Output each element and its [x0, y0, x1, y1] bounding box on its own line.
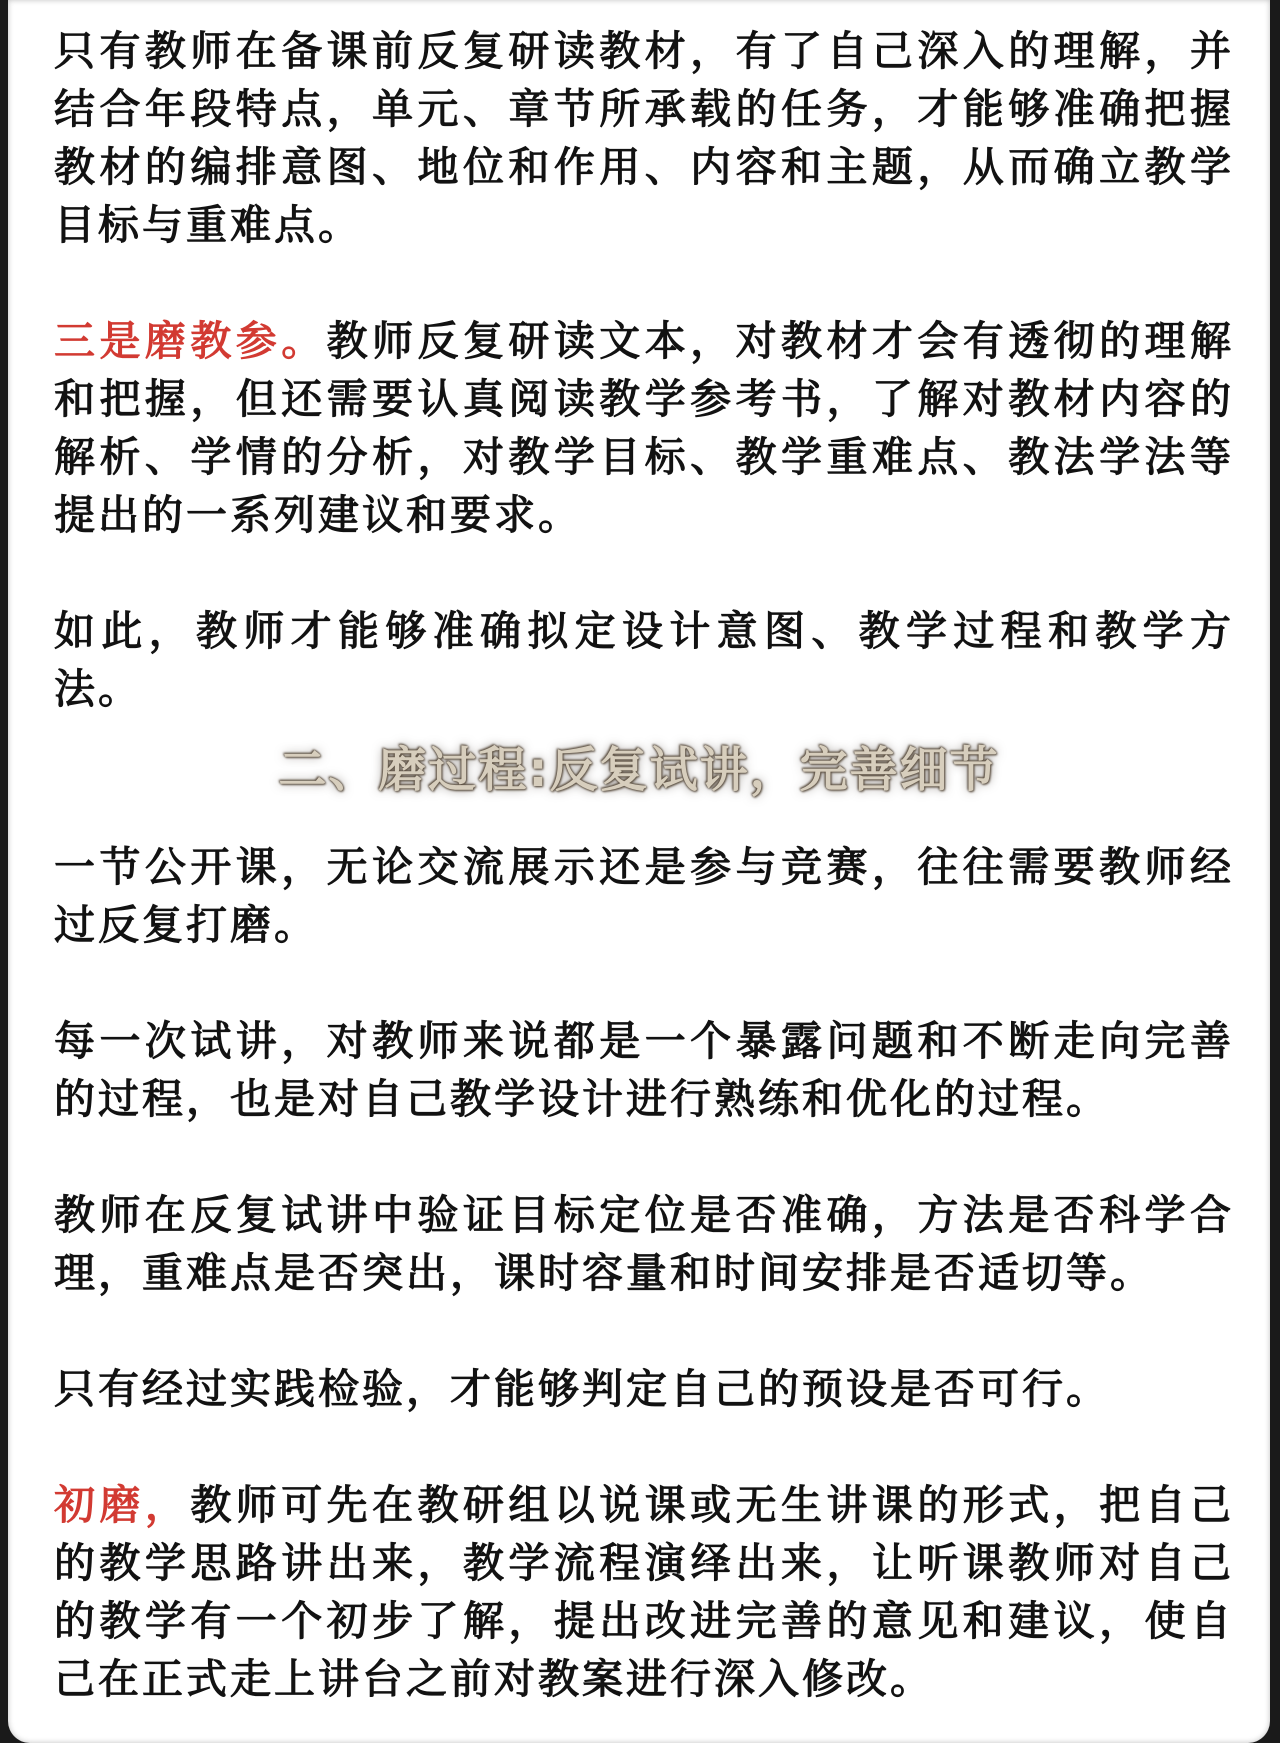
paragraph-highlight-san-shi-mo-jiao-can: 三是磨教参。 — [54, 317, 327, 365]
paragraph-text: 一节公开课，无论交流展示还是参与竞赛，往往需要教师经过反复打磨。 — [54, 843, 1234, 949]
paragraph-text: 只有经过实践检验，才能够判定自己的预设是否可行。 — [54, 1365, 1110, 1413]
paragraph-highlight-chu-mo: 初磨， — [54, 1481, 191, 1529]
section-heading: 二、磨过程:反复试讲，完善细节 — [278, 742, 1000, 798]
paragraph-text: 教师在反复试讲中验证目标定位是否准确，方法是否科学合理，重难点是否突出，课时容量和时间安排是否适切等。 — [54, 1191, 1234, 1297]
paragraph-textbook-study — [54, 22, 1234, 254]
article-sheet — [8, 0, 1270, 1743]
paragraph-text: 每一次试讲，对教师来说都是一个暴露问题和不断走向完善的过程，也是对自己教学设计进行熟练和优化的过程。 — [54, 1017, 1234, 1123]
article-bottom — [54, 838, 1234, 1708]
paragraph-text: 教师反复研读文本，对教材才会有透彻的理解和把握，但还需要认真阅读教学参考书，了解对教材内容的解析、学情的分析，对教学目标、教学重难点、教法学法等提出的一系列建议和要求。 — [54, 317, 1234, 539]
article-top — [54, 22, 1234, 776]
paragraph-text: 如此，教师才能够准确拟定设计意图、教学过程和教学方法。 — [54, 607, 1234, 713]
paragraph-each-trial — [54, 1012, 1234, 1128]
paragraph-teaching-reference — [54, 312, 1234, 544]
paragraph-text: 只有教师在备课前反复研读教材，有了自己深入的理解，并结合年段特点，单元、章节所承载的任务，才能够准确把握教材的编排意图、地位和作用、内容和主题，从而确立教学目标与重难点。 — [54, 27, 1234, 249]
paragraph-verify-goals — [54, 1186, 1234, 1302]
paragraph-open-class — [54, 838, 1234, 954]
paragraph-first-polish — [54, 1476, 1234, 1708]
paragraph-text: 教师可先在教研组以说课或无生讲课的形式，把自己的教学思路讲出来，教学流程演绎出来，让听课教师对自己的教学有一个初步了解，提出改进完善的意见和建议，使自己在正式走上讲台之前对教案进行深入修改。 — [54, 1481, 1235, 1703]
paragraph-practice-check — [54, 1360, 1234, 1418]
paragraph-design-intent — [54, 602, 1234, 718]
